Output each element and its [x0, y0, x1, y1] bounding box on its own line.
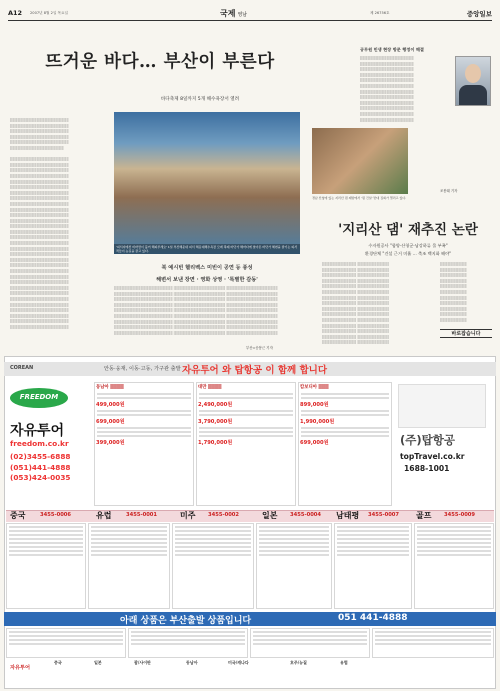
correction-box-heading: 바로잡습니다	[440, 329, 492, 338]
tour-cell[interactable]: 동남아 ▒▒▒▒ 499,000원 699,000원 399,000원	[94, 382, 194, 506]
region-china-phone: 3455-0006	[40, 512, 72, 518]
column-title: 공무원 민생 현장 방문 행정이 해결	[360, 47, 424, 52]
dam-headline: '지리산 댐' 재추진 논란	[338, 222, 478, 238]
beach-photo	[114, 112, 300, 254]
tour-cell[interactable]: 대만 ▒▒▒▒ 2,490,000원 3,790,000원 1,790,000원	[196, 382, 296, 506]
footer-item[interactable]: 유럽	[340, 660, 348, 665]
tour-cell[interactable]	[414, 523, 494, 609]
correction-body: ░░░░░░░░░░░ ░░░░░░░░░░░ ░░░░░░░░░░░ ░░░░░░░░░░░ ░░░░░░░░░░░ ░░░░░░░░░░░ ░░░░░░░░░░░ ░░░░░░░░░░░ ░░░░░░░░░░░ ░░░░░░░░░░░ ░░░░░░░░░░░	[440, 262, 467, 322]
banner-text: 아래 상품은 부산출발 상품입니다	[120, 616, 252, 626]
footer-item[interactable]: 미국/캐나다	[228, 660, 249, 665]
banner-phone: 051 441-4888	[338, 613, 408, 623]
main-subhead-1: 북 예시빈 헬리벡스 미빈이 공연 등 풍성	[161, 265, 253, 271]
column-byline: 조봉래 기자	[440, 189, 458, 193]
main-byline: 부산=송봉근 기자	[246, 346, 273, 350]
region-pacific: 남태평	[336, 511, 360, 520]
topair-phone: 1688-1001	[404, 464, 450, 473]
dam-protest-photo	[312, 128, 408, 194]
main-body-col1: ░░░░░░░░░░░░░░░░░░░░░░░░ ░░░░░░░░░░░░░░░░░░░░░░░░ ░░░░░░░░░░░░░░░░░░░░░░░░ ░░░░░░░░░░░░░░░░░░░░░░░░ ░░░░░░░░░░░░░░░░░░░░░░░░ ░░░░░░░░░░░░░░░░░░░░░░ ░░░░░░░░░░░░░░░░░░░░░░░░ ░░░░░░░░░░░░░░░░░░░░░░░░ ░░░░░░░░░░░░░░░░░░░░░░░░ ░░░░░░░░░░░░░░░░░░░░░░░░ ░░░░░░░░░░░░░░░░░░░░░░░░ ░░░░░░░░░░░░░░░░░░░░░░░░ ░░░░░░░░░░░░░░░░░░░░░░░░ ░░░░░░░░░░░░░░░░░░░░░░░░ ░░░░░░░░░░░░░░░░░░░░░░░░ ░░░░░░░░░░░░░░░░░░░░░░░░ ░░░░░░░░░░░░░░░░░░░░░░░░ ░░░░░░░░░░░░░░░░░░░░░░░░ ░░░░░░░░░░░░░░░░░░░░░░░░ ░░░░░░░░░░░░░░░░░░░░░░░░ ░░░░░░░░░░░░░░░░░░░░░░░░ ░░░░░░░░░░░░░░░░░░░░░░░░ ░░░░░░░░░░░░░░░░░░░░░░░░ ░░░░░░░░░░░░░░░░░░░░░░░░ ░░░░░░░░░░░░░░░░░░░░░░░░ ░░░░░░░░░░░░░░░░░░░░░░░░ ░░░░░░░░░░░░░░░░░░░░░░░░ ░░░░░░░░░░░░░░░░░░░░░░░░ ░░░░░░░░░░░░░░░░░░░░░░░░ ░░░░░░░░░░░░░░░░░░░░░░░░ ░░░░░░░░░░░░░░░░░░░░░░░░ ░░░░░░░░░░░░░░░░░░░░░░░░ ░░░░░░░░░░░░░░░░░░░░░░░░ ░░░░░░░░░░░░░░░░░░░░░░░░ ░░░░░░░░░░░░░░░░░░░░░░░░ ░░░░░░░░░░░░░░░░░░░░░░░░ ░░░░░░░░░░░░░░░░░░░░░░░░	[10, 118, 69, 329]
freedom-url[interactable]: freedom.co.kr	[10, 439, 69, 448]
columnist-portrait	[455, 56, 491, 106]
main-headline: 뜨거운 바다… 부산이 부른다	[45, 52, 275, 72]
region-china: 중국	[10, 511, 26, 520]
footer-item[interactable]: 호주/뉴질	[290, 660, 307, 665]
ad-departure-note: 안동·웅재, 이동·고동, 가구관 출발	[104, 366, 181, 372]
topair-name: (주)탑항공	[400, 433, 455, 447]
footer-item[interactable]: 일본	[94, 660, 102, 665]
region-golf-phone: 3455-0009	[444, 512, 476, 518]
footer-logo: 자유투어	[10, 665, 31, 671]
region-europe: 유럽	[96, 511, 112, 520]
freedom-phones: (02)3455-6888 (051)441-4888 (053)424-0035	[10, 452, 71, 482]
region-pacific-phone: 3455-0007	[368, 512, 400, 518]
region-golf: 골프	[416, 511, 432, 520]
dam-subhead-1: 수자원공사 "함양·산청군·남강하류 물 부족"	[368, 243, 448, 248]
tour-cell[interactable]	[128, 628, 248, 658]
main-subhead-2: 해변서 보낸 장면 · 영화 상영 · '특별한 감동'	[156, 277, 258, 283]
page-number: A12	[8, 9, 23, 17]
tour-cell[interactable]	[6, 628, 126, 658]
photo-caption: '피서지에선 비바람이 불어 해파루세요' 1일 부산해운대 피서 해운대해수욕장 모래 축제 바닷가 해마다에 찾아온 바닷가 해변을 즐기는 피서객들이 눈길을 끌고 있다.	[114, 244, 300, 254]
tour-cell[interactable]	[88, 523, 170, 609]
tour-cell[interactable]	[334, 523, 412, 609]
ad-headline: 자유투어 와 탑항공 이 함께 합니다	[182, 365, 328, 376]
region-america-phone: 3455-0002	[208, 512, 240, 518]
dam-body: ░░░░░░░░░░░░░░ ░░░░░░░░░░░░░ ░░░░░░░░░░░░░░ ░░░░░░░░░░░░░ ░░░░░░░░░░░░░░ ░░░░░░░░░░░░░ ░░░░░░░░░░░░░░ ░░░░░░░░░░░░░ ░░░░░░░░░░░░░░ ░░░░░░░░░░░░░ ░░░░░░░░░░░░░░ ░░░░░░░░░░░░░ ░░░░░░░░░░░░░░ ░░░░░░░░░░░░░ ░░░░░░░░░░░░░░ ░░░░░░░░░░░░░ ░░░░░░░░░░░░░░ ░░░░░░░░░░░░░ ░░░░░░░░░░░░░░ ░░░░░░░░░░░░░ ░░░░░░░░░░░░░░ ░░░░░░░░░░░░░ ░░░░░░░░░░░░░░ ░░░░░░░░░░░░░ ░░░░░░░░░░░░░░ ░░░░░░░░░░░░░ ░░░░░░░░░░░░░░ ░░░░░░░░░░░░░ ░░░░░░░░░░░░░░ ░░░░░░░░░░░░░	[322, 262, 390, 345]
tour-cell[interactable]: 캄보디아 ▒▒▒ 899,000원 1,990,000원 699,000원	[298, 382, 392, 506]
main-body-lower: ░░░░░░░░░░░░░░░░░░░░░░░░ ░░░░░░░░░░░░░░░░░░░░░ ░░░░░░░░░░░░░░░░░░░░░ ░░░░░░░░░░░░░░░░░░░░░░░░ ░░░░░░░░░░░░░░░░░░░░░ ░░░░░░░░░░░░░░░░░░░░░ ░░░░░░░░░░░░░░░░░░░░░░░░ ░░░░░░░░░░░░░░░░░░░░░ ░░░░░░░░░░░░░░░░░░░░░ ░░░░░░░░░░░░░░░░░░░░░░░░ ░░░░░░░░░░░░░░░░░░░░░ ░░░░░░░░░░░░░░░░░░░░░ ░░░░░░░░░░░░░░░░░░░░░░░░ ░░░░░░░░░░░░░░░░░░░░░ ░░░░░░░░░░░░░░░░░░░░░ ░░░░░░░░░░░░░░░░░░░░░░░░ ░░░░░░░░░░░░░░░░░░░░░ ░░░░░░░░░░░░░░░░░░░░░ ░░░░░░░░░░░░░░░░░░░░░░░░ ░░░░░░░░░░░░░░░░░░░░░ ░░░░░░░░░░░░░░░░░░░░░ ░░░░░░░░░░░░░░░░░░░░░░░░ ░░░░░░░░░░░░░░░░░░░░░ ░░░░░░░░░░░░░░░░░░░░░ ░░░░░░░░░░░░░░░░░░░░░░░░ ░░░░░░░░░░░░░░░░░░░░░ ░░░░░░░░░░░░░░░░░░░░░	[114, 286, 278, 335]
tour-cell[interactable]	[172, 523, 254, 609]
topair-logo	[398, 384, 486, 428]
dam-photo-caption: 경남 산청에 있는 지리산 댐 제방에서 '댐 건설' 반대 집회가 열리고 있다.	[312, 196, 407, 200]
tour-cell[interactable]	[256, 523, 332, 609]
issue-date: 2007년 8월 2일 목요일	[30, 11, 68, 15]
busan-departure-banner	[4, 612, 496, 626]
ad-top-bar	[4, 362, 496, 376]
page-header	[8, 6, 492, 21]
main-subheadline: 바다축제 8일까지 5개 해수욕장서 열려	[160, 97, 240, 102]
footer-item[interactable]: 중국	[54, 660, 62, 665]
freedom-logo: FREEDOM	[10, 388, 68, 408]
footer-item[interactable]: 괌/사이판	[134, 660, 151, 665]
topair-url[interactable]: topTravel.co.kr	[400, 452, 465, 461]
freedom-name: 자유투어	[10, 423, 65, 439]
footer-item[interactable]: 동남아	[186, 660, 198, 665]
region-japan: 일본	[262, 511, 278, 520]
ad-tag: COREAN	[10, 365, 34, 371]
tour-cell[interactable]	[250, 628, 370, 658]
issue-number: 제 26756호	[370, 11, 390, 15]
region-europe-phone: 3455-0001	[126, 512, 158, 518]
tour-cell[interactable]	[372, 628, 494, 658]
region-japan-phone: 3455-0004	[290, 512, 322, 518]
newspaper-logo: 중앙일보	[466, 10, 492, 18]
tour-cell[interactable]	[6, 523, 86, 609]
dam-subhead-2: 환경단체 "건설 근거 미흡 … 축조 백지화 해야"	[364, 251, 452, 256]
region-america: 미주	[180, 511, 196, 520]
column-body: ░░░░░░░░░░░░░░░░░░░░░░ ░░░░░░░░░░░░░░░░░░░░░░ ░░░░░░░░░░░░░░░░░░░░░░ ░░░░░░░░░░░░░░░░░░░░░░ ░░░░░░░░░░░░░░░░░░░░░░ ░░░░░░░░░░░░░░░░░░░░░░ ░░░░░░░░░░░░░░░░░░░░░░ ░░░░░░░░░░░░░░░░░░░░░░ ░░░░░░░░░░░░░░░░░░░░░░ ░░░░░░░░░░░░░░░░░░░░░░ ░░░░░░░░░░░░░░░░░░░░░░ ░░░░░░░░░░░░░░░░░░░░░░	[360, 56, 414, 122]
section-name: 국제 영남	[220, 8, 248, 18]
